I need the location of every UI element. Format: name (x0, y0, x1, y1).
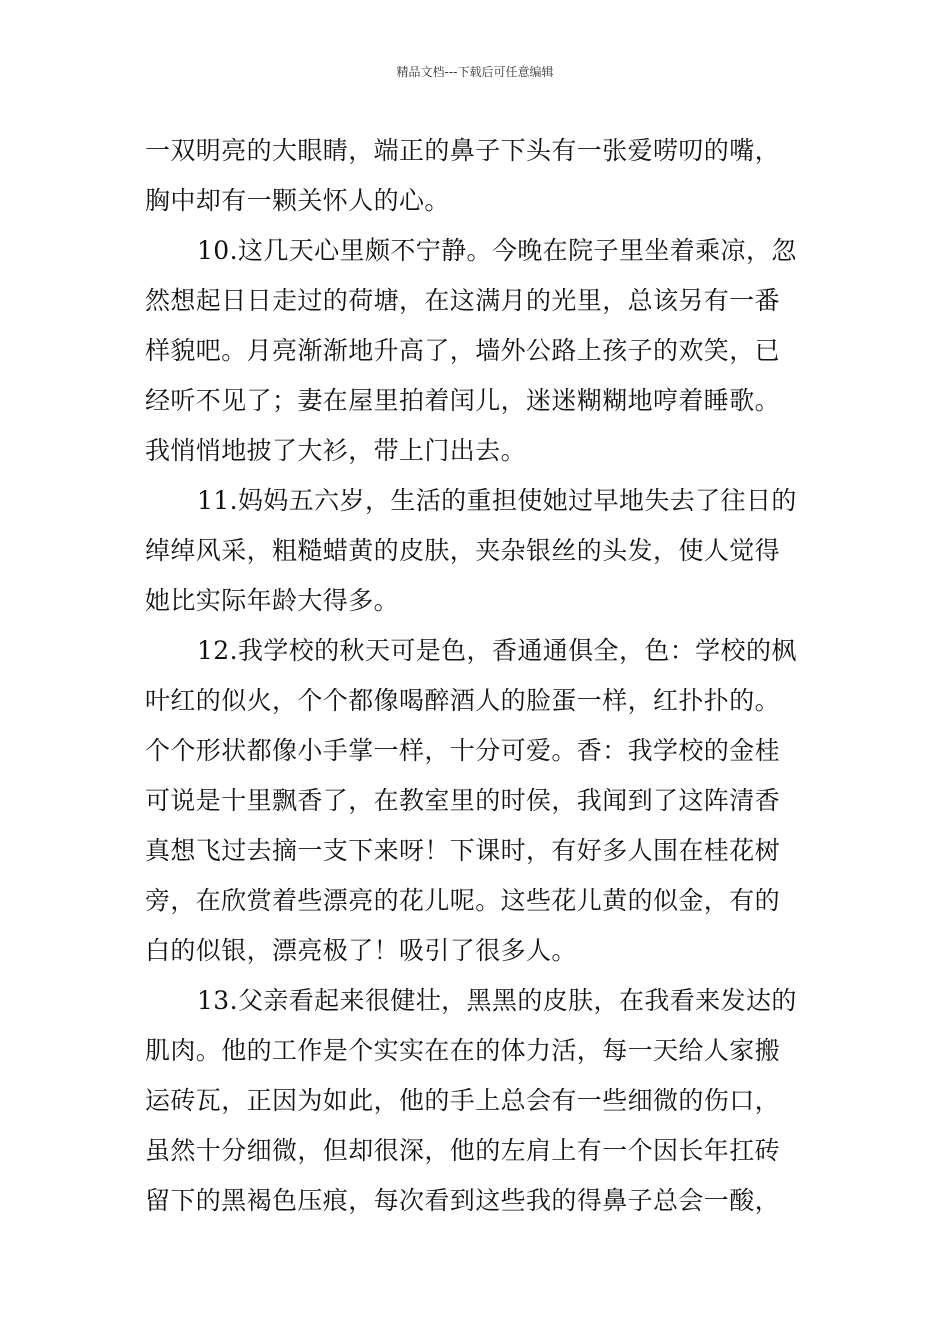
text-line: 12.我学校的秋天可是色，香通通俱全，色：学校的枫 (197, 636, 797, 665)
document-body (145, 126, 810, 1226)
text-line: 叶红的似火，个个都像喝醉酒人的脸蛋一样，红扑扑的。 (145, 686, 781, 715)
text-line: 绰绰风采，粗糙蜡黄的皮肤，夹杂银丝的头发，使人觉得 (145, 536, 781, 565)
text-line: 10.这几天心里颇不宁静。今晚在院子里坐着乘凉，忽 (197, 236, 797, 265)
text-line: 我悄悄地披了大衫，带上门出去。 (145, 436, 527, 465)
text-line: 胸中却有一颗关怀人的心。 (145, 186, 450, 215)
text-line: 可说是十里飘香了，在教室里的时侯，我闻到了这阵清香 (145, 786, 781, 815)
text-line: 她比实际年龄大得多。 (145, 586, 400, 615)
text-line: 11.妈妈五六岁，生活的重担使她过早地失去了往日的 (197, 486, 797, 515)
text-line: 虽然十分细微，但却很深，他的左肩上有一个因长年扛砖 (145, 1136, 781, 1165)
text-line: 一双明亮的大眼睛，端正的鼻子下头有一张爱唠叨的嘴， (145, 136, 781, 165)
text-line: 然想起日日走过的荷塘，在这满月的光里，总该另有一番 (145, 286, 781, 315)
text-line: 真想飞过去摘一支下来呀！下课时，有好多人围在桂花树 (145, 836, 781, 865)
text-line: 留下的黑褐色压痕，每次看到这些我的得鼻子总会一酸， (145, 1186, 781, 1215)
text-line: 个个形状都像小手掌一样，十分可爱。香：我学校的金桂 (145, 736, 781, 765)
text-line: 经听不见了；妻在屋里拍着闰儿，迷迷糊糊地哼着睡歌。 (145, 386, 781, 415)
text-line: 旁，在欣赏着些漂亮的花儿呢。这些花儿黄的似金，有的 (145, 886, 781, 915)
page-header: 精品文档---下载后可任意编辑 (396, 65, 554, 79)
text-line: 白的似银，漂亮极了！吸引了很多人。 (145, 936, 577, 965)
text-line: 肌肉。他的工作是个实实在在的体力活，每一天给人家搬 (145, 1036, 781, 1065)
text-line: 13.父亲看起来很健壮，黑黑的皮肤，在我看来发达的 (197, 986, 797, 1015)
text-line: 运砖瓦，正因为如此，他的手上总会有一些细微的伤口， (145, 1086, 781, 1115)
text-line: 样貌吧。月亮渐渐地升高了，墙外公路上孩子的欢笑，已 (145, 336, 781, 365)
